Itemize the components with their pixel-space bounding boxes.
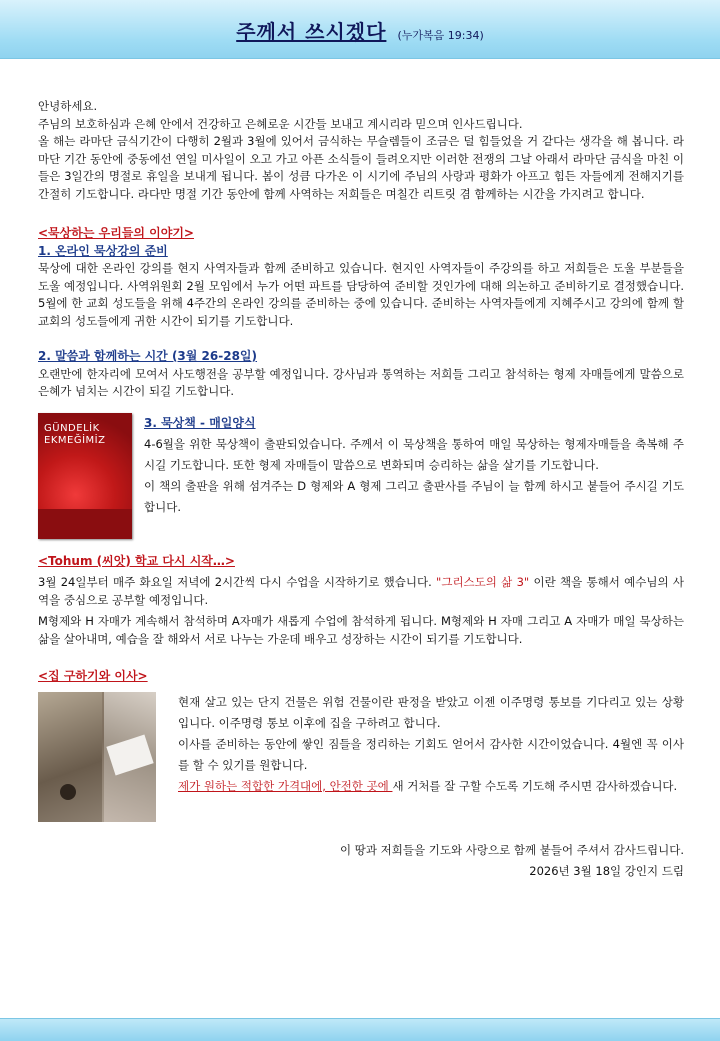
devotional-book-row xyxy=(38,413,684,539)
letter-title: 주께서 쓰시겠다 xyxy=(236,20,387,44)
tohum-text2: M형제와 H 자매가 계속해서 참석하며 A자매가 새롭게 수업에 참석하게 됩니다. M형제와 H 자매 그리고 A 자매가 매일 묵상하는 삶을 살아내며, 예습을 잘 해와서 서로 나누는 가운데 배우고 성장하는 시간이 되기를 기도합니다. xyxy=(38,614,684,646)
intro-paragraph: 올 해는 라마단 금식기간이 다행히 2월과 3월에 있어서 금식하는 무슬렘들이 조금은 덜 힘들었을 거 같다는 생각을 해 봅니다. 라마단 기간 동안에 중동에선 연일 미사일이 오고 가고 아픈 소식들이 들려오지만 이러한 전쟁의 그날 아래서 라마단 금식을 마친 이들은 3일간의 명절로 휴일을 보내게 됩니다. 봄이 성큼 다가온 이 시기에 주님의 사랑과 평화가 아프고 힘든 자들에게 전해지기를 간절히 기도합니다. 라다만 명절 기간 동안에 함께 사역하는 저희들은 며칠간 리트릿 겸 함께하는 시간을 가지려고 합니다. xyxy=(38,134,684,201)
closing-line: 이 땅과 저희들을 기도와 사랑으로 함께 붙들어 주셔서 감사드립니다. xyxy=(340,842,684,857)
intro-line: 주님의 보호하심과 은혜 안에서 건강하고 은혜로운 시간들 보내고 계시리라 믿으며 인사드립니다. xyxy=(38,116,523,131)
house-prayer-highlight: 제가 원하는 적합한 가격대에, 안전한 곳에 xyxy=(178,778,393,793)
greeting: 안녕하세요. xyxy=(38,99,98,113)
devotional-book-text xyxy=(144,413,684,539)
letter-body xyxy=(38,98,684,882)
bible-reference: (누가복음 19:34) xyxy=(397,29,484,42)
house-row xyxy=(38,692,684,822)
photo-wall-left xyxy=(38,692,102,822)
meditation-section-heading: <묵상하는 우리들의 이야기> xyxy=(38,226,194,240)
closing-signature: 2026년 3월 18일 강인지 드림 xyxy=(529,863,684,878)
header-title xyxy=(0,16,720,45)
photo-hole xyxy=(60,784,76,800)
house-section-heading: <집 구하기와 이사> xyxy=(38,669,148,683)
book-quote: "그리스도의 삶 3" xyxy=(436,575,530,589)
word-time-text: 오랜만에 한자리에 모여서 사도행전을 공부할 예정입니다. 강사님과 통역하는 저희들 그리고 참석하는 형제 자매들에게 말씀으로 은혜가 넘치는 시간이 되길 기도합니다. xyxy=(38,366,684,398)
house-photo xyxy=(38,692,156,822)
footer-band xyxy=(0,1018,720,1041)
house-text xyxy=(178,692,684,822)
devotional-book-para1: 4-6월을 위한 묵상책이 출판되었습니다. 주께서 이 묵상책을 통하여 매일 묵상하는 형제자매들을 축복해 주시길 기도합니다. 또한 형제 자매들이 말씀으로 변화되며 승리하는 삶을 살기를 기도합니다. xyxy=(144,436,684,472)
house-para3: 제가 원하는 적합한 가격대에, 안전한 곳에 새 거처를 잘 구할 수도록 기도해 주시면 감사하겠습니다. xyxy=(178,778,678,793)
closing xyxy=(38,840,684,882)
online-lecture-text: 묵상에 대한 온라인 강의를 현지 사역자들과 함께 준비하고 있습니다. 현지인 사역자들이 주강의를 하고 저희들은 도울 부분들을 도울 예정입니다. 사역위원회 2월 모임에서 누가 어떤 파트를 담당하여 준비할 것인가에 대해 의논하고 준비하기로 결정했습니다. 5월에 한 교회 성도들을 위해 4주간의 온라인 강의를 준비하는 중에 있습니다. 준비하는 사역자들에게 지혜주시고 강의에 함께 할 교회의 성도들에게 귀한 시간이 되기를 기도합니다. xyxy=(38,261,684,328)
devotional-book-para2: 이 책의 출판을 위해 섬겨주는 D 형제와 A 형제 그리고 출판사를 주님이 늘 함께 하시고 붙들어 주시길 기도합니다. xyxy=(144,478,684,514)
house-para1: 현재 살고 있는 단지 건물은 위험 건물이란 판정을 받았고 이젠 이주명령 통보를 기다리고 있는 상황입니다. 이주명령 통보 이후에 집을 구하려고 합니다. xyxy=(178,694,684,730)
tohum-section-heading: <Tohum (씨앗) 학교 다시 시작…> xyxy=(38,553,235,568)
devotional-book-heading: 3. 묵상책 - 매일양식 xyxy=(144,415,256,430)
house-para2: 이사를 준비하는 동안에 쌓인 짐들을 정리하는 기회도 얻어서 감사한 시간이었습니다. 4월엔 꼭 이사를 할 수 있기를 원합니다. xyxy=(178,736,684,772)
book-cover-strip xyxy=(38,509,132,539)
online-lecture-heading: 1. 온라인 묵상강의 준비 xyxy=(38,243,168,258)
book-cover-title: GÜNDELİK EKMEĞİMİZ xyxy=(44,422,106,446)
book-cover-image xyxy=(38,413,132,539)
tohum-text1: 3월 24일부터 매주 화요일 저녁에 2시간씩 다시 수업을 시작하기로 했습니다. "그리스도의 삶 3" 이란 책을 통해서 예수님의 사역을 중심으로 공부할 예정입니다. xyxy=(38,575,684,607)
word-time-heading: 2. 말씀과 함께하는 시간 (3월 26-28일) xyxy=(38,349,258,363)
